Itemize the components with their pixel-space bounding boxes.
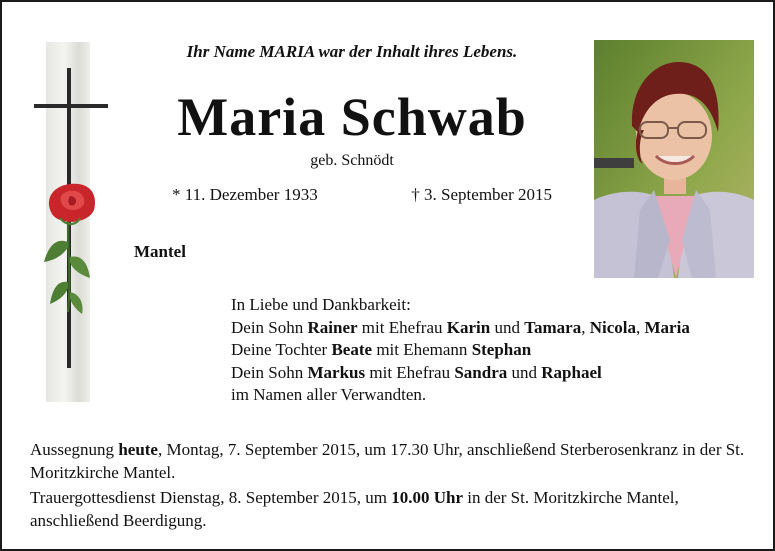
mourners-intro: In Liebe und Dankbarkeit: <box>231 295 411 314</box>
mourner-name: Stephan <box>471 340 532 359</box>
text: Dein Sohn <box>231 362 308 382</box>
service-details <box>30 439 756 535</box>
mourner-name: Karin <box>446 317 491 337</box>
mourners-list <box>231 294 690 407</box>
life-dates <box>172 185 552 205</box>
text: in der St. Moritzkirche Mantel, anschließend Beerdigung. <box>30 488 679 530</box>
mourner-name: Sandra <box>454 362 508 382</box>
cross-icon <box>26 42 116 402</box>
mourners-line <box>231 362 690 385</box>
mourner-name: Maria <box>644 317 690 337</box>
text: mit Ehemann <box>372 340 472 359</box>
birth-name: geb. Schnödt <box>310 152 394 169</box>
text: und <box>507 362 542 382</box>
death-date: † 3. September 2015 <box>411 185 552 204</box>
mourners-line <box>231 339 690 362</box>
deceased-name: Maria Schwab <box>177 87 527 147</box>
portrait-photo <box>594 40 754 278</box>
text: Deine Tochter <box>231 340 332 359</box>
service-blessing <box>30 439 756 484</box>
emphasis: 10.00 Uhr <box>391 488 463 507</box>
mourner-name: Markus <box>307 362 366 382</box>
birth-date: * 11. Dezember 1933 <box>172 185 318 204</box>
text: mit Ehefrau <box>365 362 455 382</box>
text: mit Ehefrau <box>357 317 447 337</box>
mourner-name: Nicola <box>589 317 636 337</box>
text: , <box>636 317 645 337</box>
motto-text: Ihr Name MARIA war der Inhalt ihres Lebens. <box>186 42 518 61</box>
mourner-name: Rainer <box>307 317 358 337</box>
cross-with-rose-illustration <box>46 42 90 402</box>
text: , Montag, 7. September 2015, um 17.30 Uhr, anschließend Sterberosenkranz in der St. Moritzkirche Mantel. <box>30 440 745 482</box>
mourner-name: Raphael <box>541 362 602 382</box>
emphasis: heute <box>118 440 158 459</box>
portrait-image <box>594 40 754 278</box>
mourners-line <box>231 317 690 340</box>
service-funeral-mass <box>30 487 756 532</box>
text: Aussegnung <box>30 440 119 459</box>
text: und <box>490 317 525 337</box>
mourner-name: Beate <box>331 340 373 359</box>
mourners-closing: im Namen aller Verwandten. <box>231 385 427 404</box>
mourner-name: Tamara <box>524 317 582 337</box>
text: Trauergottesdienst Dienstag, 8. September 2015, um <box>30 488 392 507</box>
text: , <box>581 317 590 337</box>
place-name: Mantel <box>134 242 186 261</box>
text: Dein Sohn <box>231 317 308 337</box>
